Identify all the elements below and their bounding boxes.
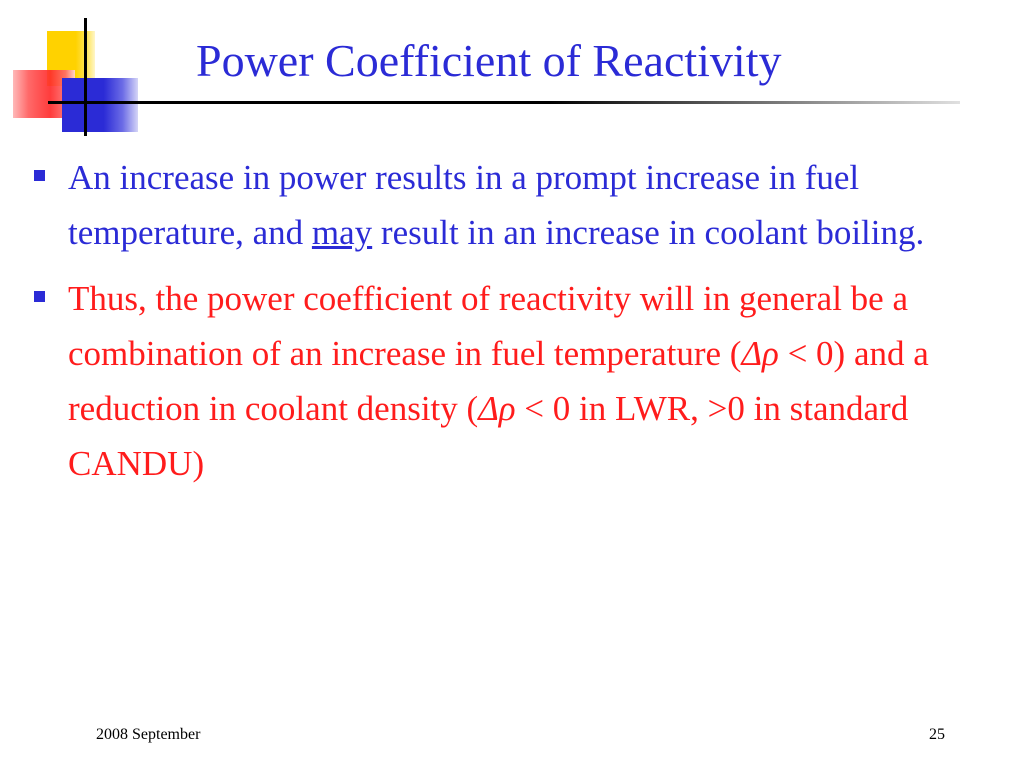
slide-logo-decoration bbox=[0, 0, 150, 145]
vertical-rule bbox=[84, 18, 87, 136]
page-number: 25 bbox=[929, 726, 945, 743]
bullet-2-text: Thus, the power coefficient of reactivity will in general be a combination of an increase in fuel temperature ( bbox=[68, 279, 908, 373]
slide-title: Power Coefficient of Reactivity bbox=[196, 35, 782, 86]
bullet-1-emphasis: may bbox=[311, 213, 373, 252]
bullet-marker bbox=[34, 170, 45, 181]
bullet-2-text-mid: < 0) and a reduction in coolant density ( bbox=[68, 334, 929, 428]
bullet-2-text-end: < 0 in LWR, >0 in standard CANDU) bbox=[68, 389, 909, 483]
bullet-item-2 bbox=[0, 271, 1024, 491]
delta-rho-symbol: Δρ bbox=[478, 389, 516, 428]
bullet-1-text: An increase in power results in a prompt increase in fuel temperature, and bbox=[68, 158, 860, 252]
bullet-item-1 bbox=[0, 150, 1024, 260]
delta-rho-symbol: Δρ bbox=[741, 334, 779, 373]
bullet-marker bbox=[34, 291, 45, 302]
title-underline-rule bbox=[48, 101, 960, 104]
footer-date: 2008 September bbox=[96, 726, 201, 743]
blue-square-decoration bbox=[62, 78, 138, 132]
bullet-list bbox=[0, 150, 1024, 502]
bullet-1-text-end: result in an increase in coolant boiling. bbox=[372, 213, 925, 252]
